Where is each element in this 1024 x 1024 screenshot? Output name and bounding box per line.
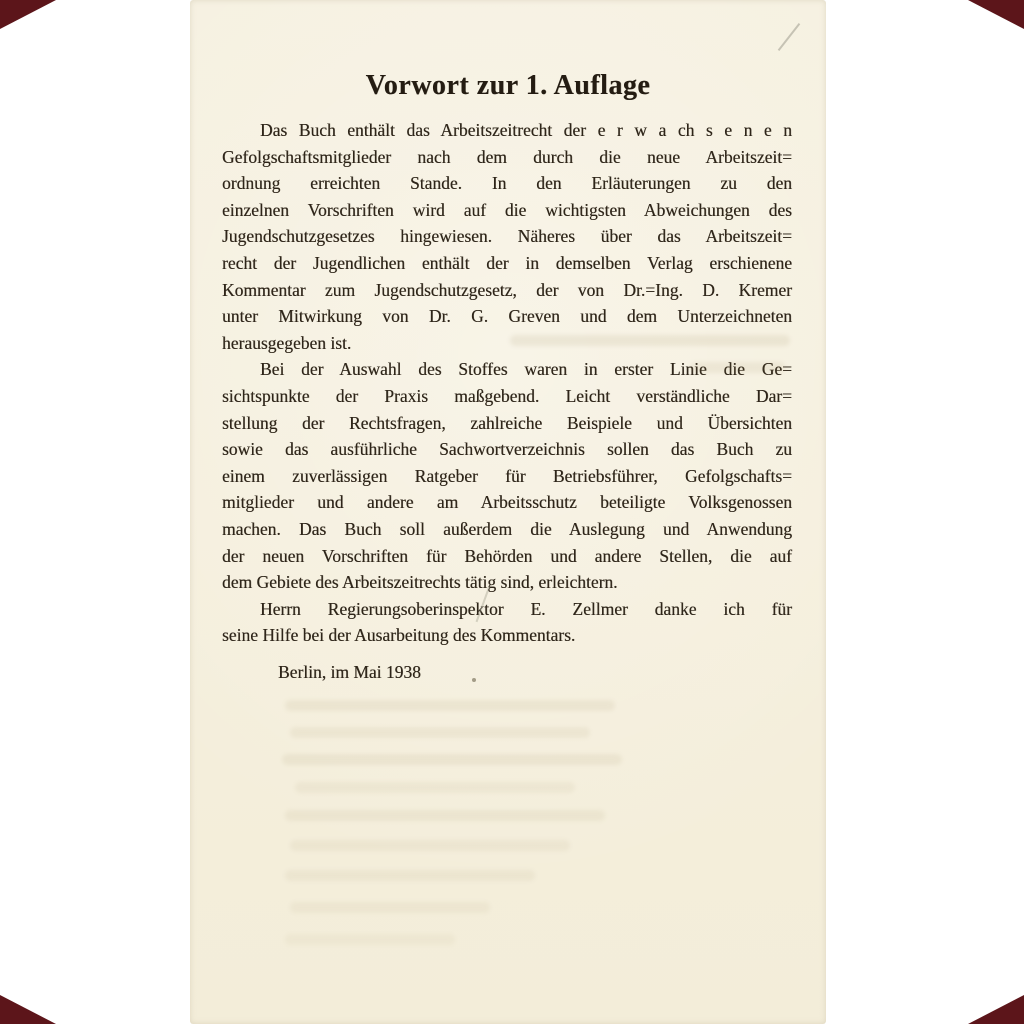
text-line: Bei der Auswahl des Stoffes waren in erster Linie die Ge= [260,359,792,380]
show-through-ghost [295,782,575,793]
text-line: recht der Jugendlichen enthält der in demselben Verlag erschienene [222,252,792,273]
show-through-ghost [285,700,615,711]
show-through-ghost [282,754,622,765]
text-line: einem zuverlässigen Ratgeber für Betriebsführer, Gefolgschafts= [222,465,792,486]
text-line: Jugendschutzgesetzes hingewiesen. Näheres über das Arbeitszeit= [222,226,792,247]
text-line: Herrn Regierungsoberinspektor E. Zellmer danke ich für [260,598,792,619]
text-line: unter Mitwirkung von Dr. G. Greven und dem Unterzeichneten [222,306,792,327]
text-line: ordnung erreichten Stande. In den Erläuterungen zu den [222,173,792,194]
ink-speck [472,678,476,682]
show-through-ghost [285,870,535,881]
text-line: dem Gebiete des Arbeitszeitrechts tätig sind, erleichtern. [222,572,618,593]
show-through-ghost [290,840,570,851]
show-through-ghost [285,934,455,945]
text-line: machen. Das Buch soll außerdem die Auslegung und Anwendung [222,518,792,539]
show-through-ghost [510,335,790,346]
text-line: stellung der Rechtsfragen, zahlreiche Beispiele und Übersichten [222,412,792,433]
show-through-ghost [690,362,785,373]
text-line: herausgegeben ist. [222,332,352,353]
text-line: der neuen Vorschriften für Behörden und andere Stellen, die auf [222,545,792,566]
text-line: einzelnen Vorschriften wird auf die wichtigsten Abweichungen des [222,199,792,220]
photo-corner-bottom-left [0,995,56,1024]
show-through-ghost [285,810,605,821]
preface-text [222,117,792,649]
text-line: mitglieder und andere am Arbeitsschutz beteiligte Volksgenossen [222,492,792,513]
text-line: Kommentar zum Jugendschutzgesetz, der von Dr.=Ing. D. Kremer [222,279,792,300]
text-line: sowie das ausführliche Sachwortverzeichnis sollen das Buch zu [222,439,792,460]
book-page [190,0,826,1024]
text-line: seine Hilfe bei der Ausarbeitung des Kommentars. [222,625,576,646]
photo-corner-bottom-right [968,995,1024,1024]
text-line: sichtspunkte der Praxis maßgebend. Leicht verständliche Dar= [222,385,792,406]
show-through-ghost [290,727,590,738]
text-line: Gefolgschaftsmitglieder nach dem durch die neue Arbeitszeit= [222,146,792,167]
scratch-mark [778,23,801,51]
show-through-ghost [290,902,490,913]
page-title: Vorwort zur 1. Auflage [365,70,651,101]
dateline: Berlin, im Mai 1938 [278,662,421,682]
text-line: Das Buch enthält das Arbeitszeitrecht der e r w a ch s e n e n [260,120,792,140]
photo-corner-top-left [0,0,56,29]
photo-corner-top-right [968,0,1024,29]
